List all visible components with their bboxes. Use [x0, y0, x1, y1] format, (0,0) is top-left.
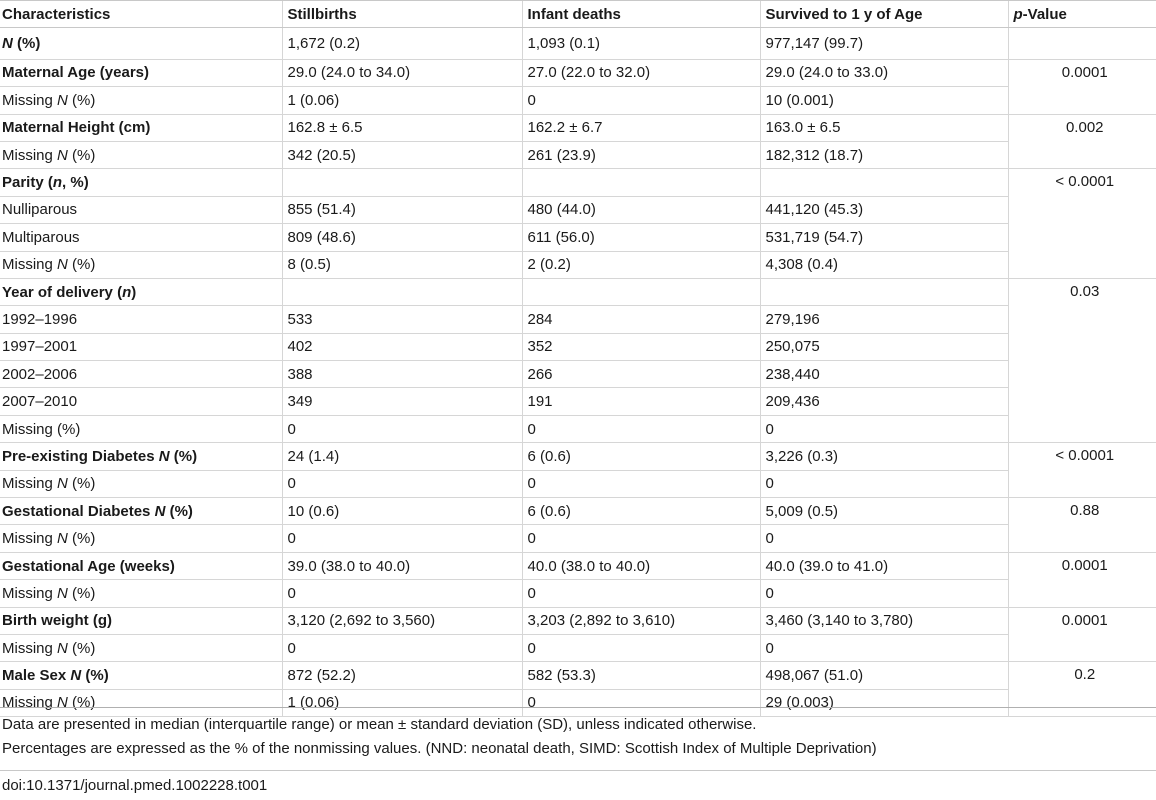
stillbirths-cell — [282, 169, 522, 196]
stillbirths-cell: 349 — [282, 388, 522, 415]
table-body — [0, 28, 1156, 717]
table-row — [0, 87, 1156, 114]
footnote: Data are presented in median (interquartile range) or mean ± standard deviation (SD), unless indicated otherwise. — [2, 716, 757, 733]
header-stillbirths: Stillbirths — [282, 1, 522, 28]
row-label: Nulliparous — [0, 196, 282, 223]
infant-deaths-cell: 162.2 ± 6.7 — [522, 114, 760, 141]
survived-cell: 209,436 — [760, 388, 1008, 415]
p-value-cell: 0.88 — [1008, 498, 1156, 553]
survived-cell: 498,067 (51.0) — [760, 662, 1008, 689]
stillbirths-cell: 0 — [282, 525, 522, 552]
row-label: Missing N (%) — [0, 689, 282, 716]
table-row — [0, 607, 1156, 634]
survived-cell: 3,226 (0.3) — [760, 443, 1008, 470]
table-row — [0, 662, 1156, 689]
infant-deaths-cell — [522, 169, 760, 196]
row-label: 1992–1996 — [0, 306, 282, 333]
stillbirths-cell: 0 — [282, 634, 522, 661]
p-value-cell: 0.03 — [1008, 278, 1156, 442]
infant-deaths-cell: 582 (53.3) — [522, 662, 760, 689]
infant-deaths-cell: 352 — [522, 333, 760, 360]
row-label: 1997–2001 — [0, 333, 282, 360]
row-label: Missing N (%) — [0, 580, 282, 607]
stillbirths-cell: 3,120 (2,692 to 3,560) — [282, 607, 522, 634]
table-row — [0, 443, 1156, 470]
stillbirths-cell: 872 (52.2) — [282, 662, 522, 689]
row-label: Missing N (%) — [0, 251, 282, 278]
table-row — [0, 224, 1156, 251]
row-label: Missing N (%) — [0, 141, 282, 168]
stillbirths-cell: 162.8 ± 6.5 — [282, 114, 522, 141]
p-value-cell: 0.002 — [1008, 114, 1156, 169]
row-label: Missing N (%) — [0, 525, 282, 552]
row-label: N (%) — [0, 28, 282, 59]
row-label: 2002–2006 — [0, 361, 282, 388]
survived-cell: 40.0 (39.0 to 41.0) — [760, 552, 1008, 579]
table-row — [0, 498, 1156, 525]
p-value-cell: 0.0001 — [1008, 607, 1156, 662]
row-label: Male Sex N (%) — [0, 662, 282, 689]
stillbirths-cell: 1 (0.06) — [282, 689, 522, 716]
p-value-cell — [1008, 28, 1156, 59]
table-row — [0, 169, 1156, 196]
infant-deaths-cell: 0 — [522, 470, 760, 497]
infant-deaths-cell: 0 — [522, 87, 760, 114]
table-footnotes — [0, 707, 1156, 761]
stillbirths-cell: 0 — [282, 470, 522, 497]
table-row — [0, 141, 1156, 168]
infant-deaths-cell: 284 — [522, 306, 760, 333]
stillbirths-cell — [282, 278, 522, 305]
survived-cell: 0 — [760, 580, 1008, 607]
stillbirths-cell: 10 (0.6) — [282, 498, 522, 525]
stillbirths-cell: 39.0 (38.0 to 40.0) — [282, 552, 522, 579]
infant-deaths-cell: 40.0 (38.0 to 40.0) — [522, 552, 760, 579]
survived-cell: 29.0 (24.0 to 33.0) — [760, 59, 1008, 86]
stillbirths-cell: 402 — [282, 333, 522, 360]
table-row — [0, 59, 1156, 86]
row-label: Missing (%) — [0, 415, 282, 442]
survived-cell: 29 (0.003) — [760, 689, 1008, 716]
infant-deaths-cell: 0 — [522, 525, 760, 552]
footnote: Percentages are expressed as the % of the nonmissing values. (NND: neonatal death, SIMD: Scottish Index of Multiple Deprivation) — [2, 740, 877, 757]
table-row — [0, 580, 1156, 607]
table-header-row — [0, 1, 1156, 28]
p-value-cell: 0.2 — [1008, 662, 1156, 717]
table-row — [0, 415, 1156, 442]
table-row — [0, 251, 1156, 278]
table-row — [0, 634, 1156, 661]
row-label: Multiparous — [0, 224, 282, 251]
infant-deaths-cell: 6 (0.6) — [522, 498, 760, 525]
infant-deaths-cell: 611 (56.0) — [522, 224, 760, 251]
table-row — [0, 306, 1156, 333]
row-label: Year of delivery (n) — [0, 278, 282, 305]
stillbirths-cell: 0 — [282, 415, 522, 442]
stillbirths-cell: 342 (20.5) — [282, 141, 522, 168]
stillbirths-cell: 388 — [282, 361, 522, 388]
survived-cell: 0 — [760, 415, 1008, 442]
table-row — [0, 525, 1156, 552]
survived-cell: 10 (0.001) — [760, 87, 1008, 114]
survived-cell: 182,312 (18.7) — [760, 141, 1008, 168]
table-row — [0, 361, 1156, 388]
row-label: Missing N (%) — [0, 634, 282, 661]
row-label: Maternal Age (years) — [0, 59, 282, 86]
infant-deaths-cell: 27.0 (22.0 to 32.0) — [522, 59, 760, 86]
row-label: Missing N (%) — [0, 87, 282, 114]
row-label: 2007–2010 — [0, 388, 282, 415]
survived-cell: 977,147 (99.7) — [760, 28, 1008, 59]
survived-cell: 0 — [760, 634, 1008, 661]
header-infant-deaths: Infant deaths — [522, 1, 760, 28]
stillbirths-cell: 809 (48.6) — [282, 224, 522, 251]
stillbirths-cell: 0 — [282, 580, 522, 607]
survived-cell — [760, 278, 1008, 305]
survived-cell: 5,009 (0.5) — [760, 498, 1008, 525]
table-row — [0, 196, 1156, 223]
infant-deaths-cell: 3,203 (2,892 to 3,610) — [522, 607, 760, 634]
p-value-cell: < 0.0001 — [1008, 443, 1156, 498]
row-label: Maternal Height (cm) — [0, 114, 282, 141]
survived-cell: 163.0 ± 6.5 — [760, 114, 1008, 141]
survived-cell: 279,196 — [760, 306, 1008, 333]
infant-deaths-cell: 261 (23.9) — [522, 141, 760, 168]
survived-cell: 250,075 — [760, 333, 1008, 360]
table-row — [0, 388, 1156, 415]
p-value-cell: 0.0001 — [1008, 552, 1156, 607]
stillbirths-cell: 24 (1.4) — [282, 443, 522, 470]
stillbirths-cell: 1 (0.06) — [282, 87, 522, 114]
infant-deaths-cell: 6 (0.6) — [522, 443, 760, 470]
survived-cell — [760, 169, 1008, 196]
survived-cell: 531,719 (54.7) — [760, 224, 1008, 251]
survived-cell: 238,440 — [760, 361, 1008, 388]
survived-cell: 4,308 (0.4) — [760, 251, 1008, 278]
stillbirths-cell: 29.0 (24.0 to 34.0) — [282, 59, 522, 86]
infant-deaths-cell: 2 (0.2) — [522, 251, 760, 278]
table-row — [0, 333, 1156, 360]
stillbirths-cell: 8 (0.5) — [282, 251, 522, 278]
stillbirths-cell: 855 (51.4) — [282, 196, 522, 223]
table-row — [0, 552, 1156, 579]
table-row — [0, 28, 1156, 59]
row-label: Pre-existing Diabetes N (%) — [0, 443, 282, 470]
infant-deaths-cell: 480 (44.0) — [522, 196, 760, 223]
infant-deaths-cell — [522, 278, 760, 305]
row-label: Parity (n, %) — [0, 169, 282, 196]
survived-cell: 0 — [760, 525, 1008, 552]
stillbirths-cell: 1,672 (0.2) — [282, 28, 522, 59]
table-row — [0, 470, 1156, 497]
infant-deaths-cell: 0 — [522, 415, 760, 442]
row-label: Missing N (%) — [0, 470, 282, 497]
survived-cell: 0 — [760, 470, 1008, 497]
infant-deaths-cell: 191 — [522, 388, 760, 415]
header-characteristics: Characteristics — [0, 1, 282, 28]
header-p-value: p-Value — [1008, 1, 1156, 28]
table-row — [0, 114, 1156, 141]
row-label: Birth weight (g) — [0, 607, 282, 634]
p-value-cell: 0.0001 — [1008, 59, 1156, 114]
row-label: Gestational Diabetes N (%) — [0, 498, 282, 525]
p-value-cell: < 0.0001 — [1008, 169, 1156, 279]
infant-deaths-cell: 1,093 (0.1) — [522, 28, 760, 59]
infant-deaths-cell: 0 — [522, 580, 760, 607]
table-row — [0, 278, 1156, 305]
infant-deaths-cell: 266 — [522, 361, 760, 388]
stillbirths-cell: 533 — [282, 306, 522, 333]
row-label: Gestational Age (weeks) — [0, 552, 282, 579]
survived-cell: 441,120 (45.3) — [760, 196, 1008, 223]
doi-label: doi:10.1371/journal.pmed.1002228.t001 — [0, 770, 1156, 794]
infant-deaths-cell: 0 — [522, 689, 760, 716]
survived-cell: 3,460 (3,140 to 3,780) — [760, 607, 1008, 634]
header-survived: Survived to 1 y of Age — [760, 1, 1008, 28]
infant-deaths-cell: 0 — [522, 634, 760, 661]
